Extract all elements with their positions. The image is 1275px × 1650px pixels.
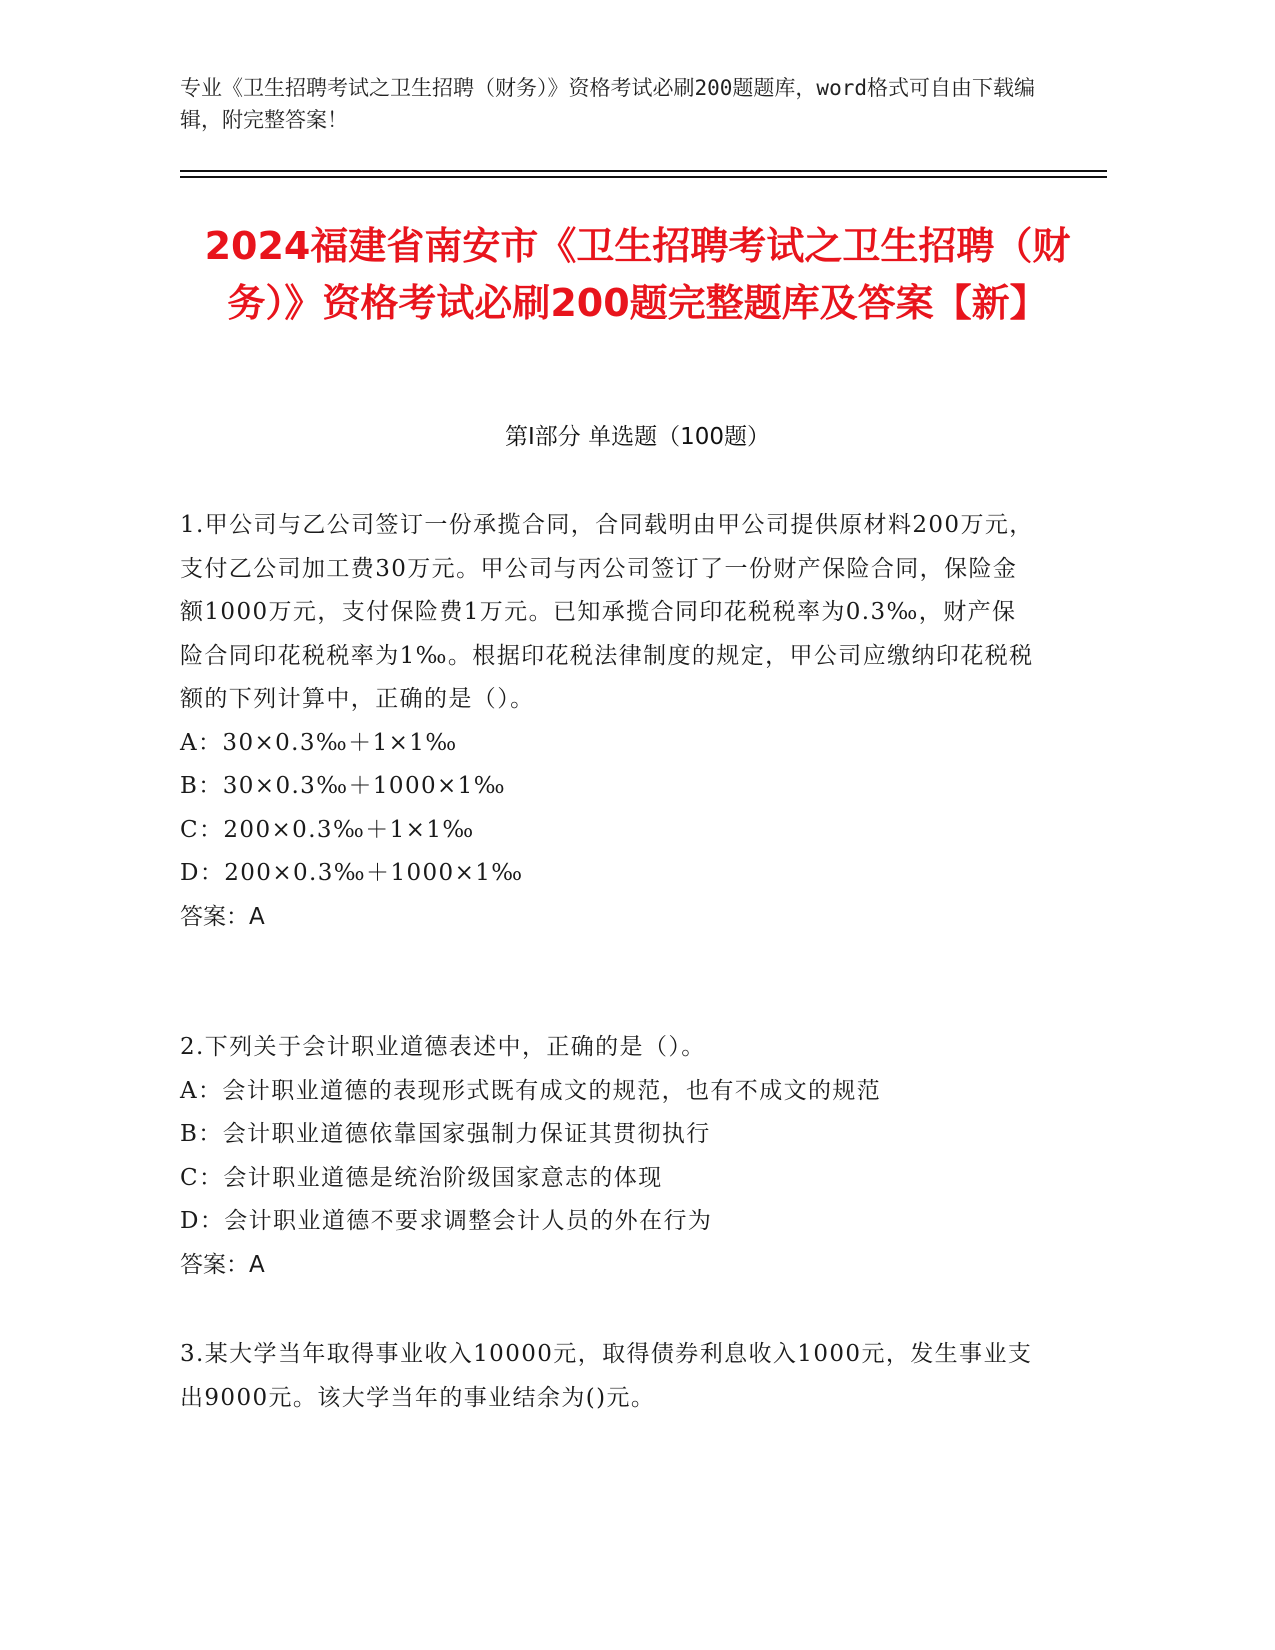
option-d: D：200×0.3‰＋1000×1‰ bbox=[180, 860, 524, 886]
answer: 答案：A bbox=[180, 1251, 265, 1278]
option-c: C：会计职业道德是统治阶级国家意志的体现 bbox=[180, 1164, 663, 1191]
option-a: A：会计职业道德的表现形式既有成文的规范，也有不成文的规范 bbox=[180, 1077, 882, 1104]
section-heading: 第I部分 单选题（100题） bbox=[505, 424, 770, 450]
question-1 bbox=[180, 504, 1040, 939]
option-c: C：200×0.3‰＋1×1‰ bbox=[180, 816, 475, 843]
question-stem: 1.甲公司与乙公司签订一份承揽合同，合同载明由甲公司提供原材料200万元，支付乙公司加工费30万元。甲公司与丙公司签订了一份财产保险合同，保险金额1000万元，支付保险费1万元。已知承揽合同印花税税率为0.3‰，财产保险合同印花税税率为1‰。根据印花税法律制度的规定，甲公司应缴纳印花税税额的下列计算中，正确的是（）。 bbox=[180, 512, 1034, 712]
option-a: A：30×0.3‰＋1×1‰ bbox=[180, 729, 458, 756]
answer: 答案：A bbox=[180, 903, 265, 930]
question-stem: 2.下列关于会计职业道德表述中，正确的是（）。 bbox=[180, 1034, 706, 1060]
option-b: B：30×0.3‰＋1000×1‰ bbox=[180, 773, 506, 799]
question-3 bbox=[180, 1333, 1040, 1420]
header-note: 专业《卫生招聘考试之卫生招聘（财务）》资格考试必刷200题题库，word格式可自由下载编辑，附完整答案！ bbox=[180, 76, 1035, 132]
header-divider-bottom bbox=[180, 176, 1107, 178]
option-d: D：会计职业道德不要求调整会计人员的外在行为 bbox=[180, 1208, 713, 1234]
header-divider-top bbox=[180, 170, 1107, 172]
option-b: B：会计职业道德依靠国家强制力保证其贯彻执行 bbox=[180, 1121, 711, 1147]
document-title: 2024福建省南安市《卫生招聘考试之卫生招聘（财务）》资格考试必刷200题完整题库及答案【新】 bbox=[204, 224, 1071, 325]
question-2 bbox=[180, 1026, 1040, 1287]
question-stem: 3.某大学当年取得事业收入10000元，取得债券利息收入1000元，发生事业支出9000元。该大学当年的事业结余为()元。 bbox=[180, 1341, 1033, 1411]
